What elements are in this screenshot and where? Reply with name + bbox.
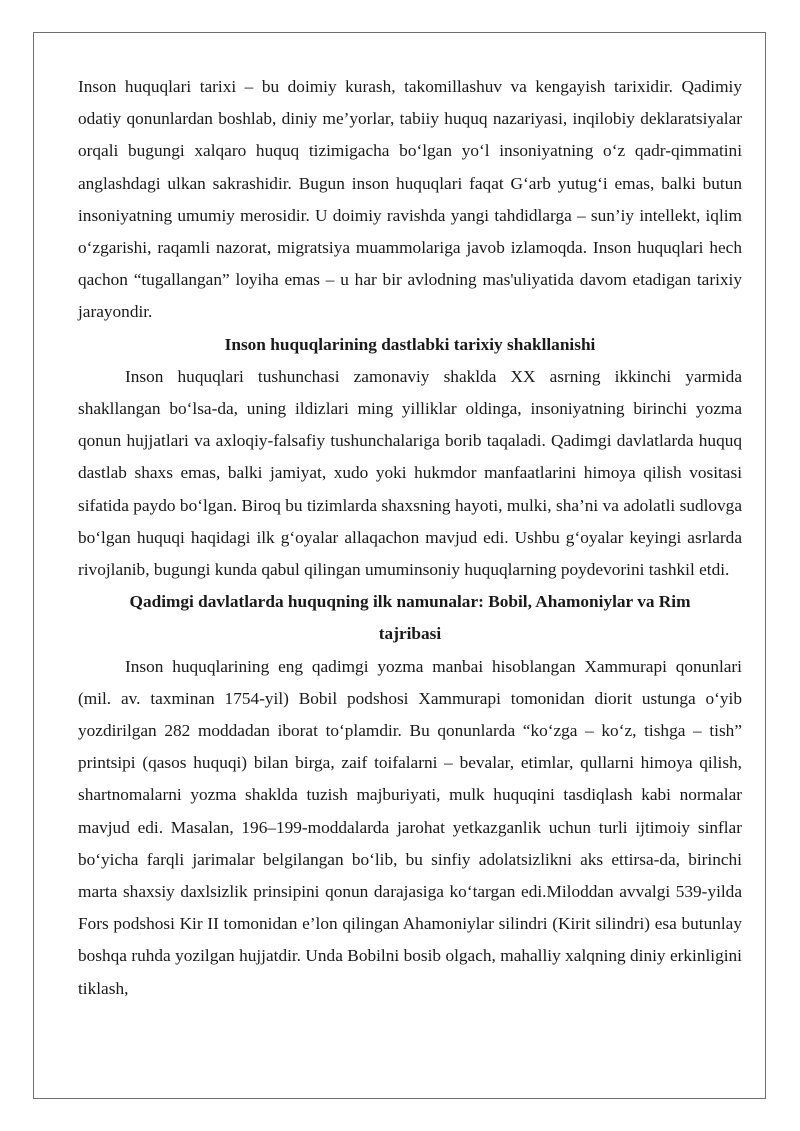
document-body	[78, 71, 742, 1005]
section-heading-early-formation: Inson huquqlarining dastlabki tarixiy shakllanishi	[224, 334, 596, 354]
ancient-states-paragraph: Inson huquqlarining eng qadimgi yozma manbai hisoblangan Xammurapi qonunlari (mil. av. taxminan 1754-yil) Bobil podshosi Xammurapi tomonidan diorit ustunga o‘yib yozdirilgan 282 moddadan iborat to‘plamdir. Bu qonunlarda “ko‘zga – ko‘z, tishga – tish” printsipi (qasos huquqi) bilan birga, zaif toifalarni – bevalar, etimlar, qullarni himoya qilish, shartnomalarni yozma shaklda tuzish majburiyati, mulk huquqini tasdiqlash kabi normalar mavjud edi. Masalan, 196–199-moddalarda jarohat yetkazganlik uchun turli ijtimoiy sinflar bo‘yicha farqli jarimalar belgilangan bo‘lib, bu sinfiy adolatsizlikni aks ettirsa-da, birinchi marta shaxsiy daxlsizlik prinsipini qonun darajasiga ko‘targan edi.Miloddan avvalgi 539-yilda Fors podshosi Kir II tomonidan e’lon qilingan Ahamoniylar silindri (Kirit silindri) esa butunlay boshqa ruhda yozilgan hujjatdir. Unda Bobilni bosib olgach, mahalliy xalqning diniy erkinligini tiklash,	[78, 656, 742, 998]
section-heading-ancient-states: Qadimgi davlatlarda huquqning ilk namunalar: Bobil, Ahamoniylar va Rim tajribasi	[129, 592, 691, 644]
intro-paragraph: Inson huquqlari tarixi – bu doimiy kurash, takomillashuv va kengayish tarixidir. Qadimiy odatiy qonunlardan boshlab, diniy me’yorlar, tabiiy huquq nazariyasi, inqilobiy deklaratsiyalar orqali bugungi xalqaro huquq tizimigacha bo‘lgan yo‘l insoniyatning o‘z qadr-qimmatini anglashdagi ulkan sakrashidir. Bugun inson huquqlari faqat G‘arb yutug‘i emas, balki butun insoniyatning umumiy merosidir. U doimiy ravishda yangi tahdidlarga – sun’iy intellekt, iqlim o‘zgarishi, raqamli nazorat, migratsiya muammolariga javob izlamoqda. Inson huquqlari hech qachon “tugallangan” loyiha emas – u har bir avlodning mas'uliyatida davom etadigan tarixiy jarayondir.	[78, 77, 742, 322]
early-formation-paragraph: Inson huquqlari tushunchasi zamonaviy shaklda XX asrning ikkinchi yarmida shakllangan bo‘lsa-da, uning ildizlari ming yilliklar oldinga, insoniyatning birinchi yozma qonun hujjatlari va axloqiy-falsafiy tushunchalariga borib taqaladi. Qadimgi davlatlarda huquq dastlab shaxs emas, balki jamiyat, xudo yoki hukmdor manfaatlarini himoya qilish vositasi sifatida paydo bo‘lgan. Biroq bu tizimlarda shaxsning hayoti, mulki, sha’ni va adolatli sudlovga bo‘lgan huquqi haqidagi ilk g‘oyalar allaqachon mavjud edi. Ushbu g‘oyalar keyingi asrlarda rivojlanib, bugungi kunda qabul qilingan umuminsoniy huquqlarning poydevorini tashkil etdi.	[78, 366, 742, 580]
